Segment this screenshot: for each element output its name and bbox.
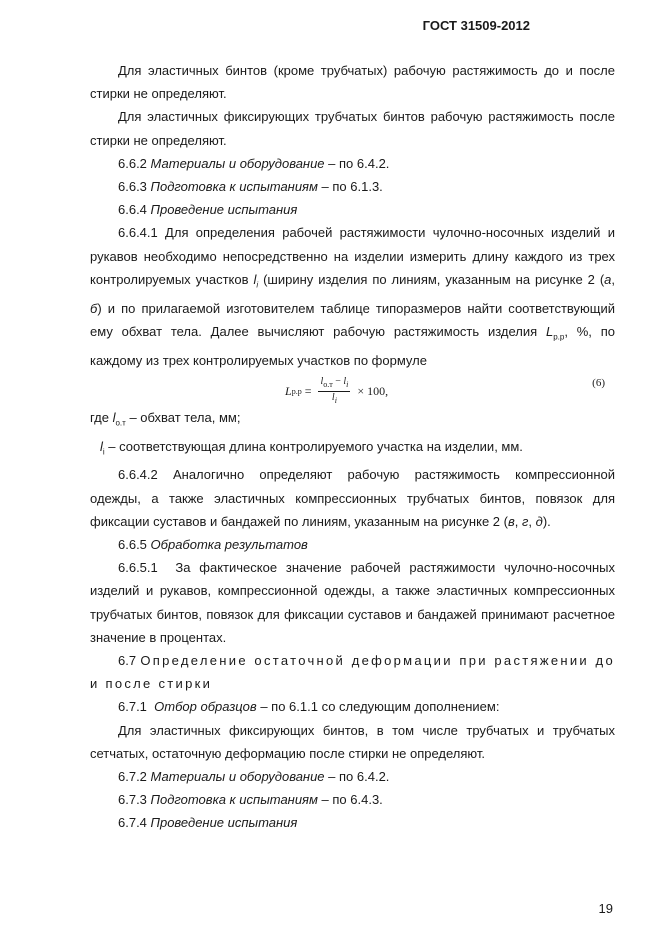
text-run: (ширину изделия по линиям, указанным на рисунке 2 ( <box>258 271 605 287</box>
paragraph-tubular-bandages: Для эластичных фиксирующих трубчатых бинтов рабочую растяжимость после стирки не определяют. <box>90 109 615 148</box>
formula-fraction <box>318 376 350 407</box>
section-number: 6.7.3 <box>118 792 147 808</box>
section-title: Определение остаточной деформации при растяжении до и после стирки <box>90 653 615 692</box>
text-run: ). <box>542 513 551 529</box>
section-number: 6.6.5 <box>118 537 147 553</box>
section-number: 6.7.4 <box>118 815 147 831</box>
page-number: 19 <box>598 901 613 916</box>
text-run: ) и по прилагаемой изготовителем таблице типоразмеров найти соответствующий ему обхват тела. Далее вычисляют рабочую растяжимость изделия <box>90 300 615 339</box>
formula-multiplier: × 100, <box>354 383 389 398</box>
section-6-6-5-1: 6.6.5.1 За фактическое значение рабочей растяжимости чулочно-носочных изделий и рукавов, компрессионной одежды, а также эластичных компрессионных трубчатых бинтов, повязок для фиксации суставов и бандажей принимают расчетное значение в процентах. <box>90 560 619 645</box>
text-run: , %, по каждому из трех контролируемых участков по формуле <box>90 323 615 368</box>
subscript: о.т <box>323 379 333 389</box>
subscript: i <box>102 447 105 457</box>
section-title: Подготовка к испытаниям <box>150 179 318 195</box>
section-6-6-2 <box>90 152 615 175</box>
text-run: где <box>90 409 113 425</box>
variable-L: L <box>545 323 554 339</box>
section-title: Проведение испытания <box>150 815 298 831</box>
section-title: Материалы и оборудование <box>150 769 325 785</box>
section-6-7-2 <box>90 765 615 788</box>
variable-l: l <box>253 271 257 287</box>
figure-ref: б <box>90 300 98 316</box>
paragraph-elastic-bandages: Для эластичных бинтов (кроме трубчатых) рабочую растяжимость до и после стирки не определяют. <box>90 63 615 102</box>
section-number: 6.7 <box>118 653 137 669</box>
text-run: , <box>611 271 616 287</box>
subscript: i <box>334 395 337 405</box>
section-ref: – по 6.1.1 со следующим дополнением: <box>256 699 500 715</box>
formula-number: (6) <box>592 376 605 389</box>
section-title: Отбор образцов <box>154 699 257 715</box>
figure-ref: г <box>522 513 529 529</box>
variable-l: l <box>112 409 116 425</box>
subscript: р.р <box>291 386 302 396</box>
section-title: Подготовка к испытаниям <box>150 792 318 808</box>
text-run: , <box>514 513 522 529</box>
formula-body <box>285 376 388 407</box>
section-6-7-3 <box>90 788 615 811</box>
minus-sign: − <box>332 375 344 387</box>
section-6-6-4 <box>90 198 615 221</box>
section-6-7-4 <box>90 811 615 834</box>
section-number: 6.7.1 <box>118 699 147 715</box>
subscript: i <box>256 280 259 290</box>
formula-lhs: L <box>285 383 292 398</box>
paragraph-fixing-bandages: Для эластичных фиксирующих бинтов, в том числе трубчатых и трубчатых сетчатых, остаточную деформацию после стирки не определяют. <box>90 722 615 761</box>
section-number: 6.7.2 <box>118 769 147 785</box>
standard-header: ГОСТ 31509-2012 <box>422 18 530 33</box>
figure-ref: д <box>535 513 543 529</box>
section-6-7-1 <box>90 695 615 718</box>
section-title: Проведение испытания <box>150 202 298 218</box>
section-6-6-4-2 <box>90 463 619 533</box>
text-run: 6.6.4.2 Аналогично определяют рабочую растяжимость компрессионной одежды, а также эластичных компрессионных трубчатых бинтов, повязок для фиксации суставов и бандажей по линиям, указанным на рисунке 2 ( <box>90 467 619 529</box>
variable-l: l <box>331 391 335 403</box>
fraction-numerator <box>318 376 350 392</box>
section-number: 6.6.4 <box>118 202 147 218</box>
section-ref: – по 6.1.3. <box>317 179 383 195</box>
section-number: 6.6.3 <box>118 179 147 195</box>
subscript: р.р <box>553 332 565 342</box>
section-6-6-3 <box>90 175 615 198</box>
text-run: 6.6.4.1 Для определения рабочей растяжимости чулочно-носочных изделий и рукавов необходимо непосредственно на изделии измерить длину каждого из трех контролируемых участков <box>90 225 615 287</box>
where-clause-1 <box>90 406 615 435</box>
section-6-6-5 <box>90 533 615 556</box>
fraction-denominator <box>332 392 337 407</box>
figure-ref: в <box>507 513 515 529</box>
section-title: Обработка результатов <box>150 537 308 553</box>
variable-l: l <box>320 375 324 387</box>
formula-6 <box>90 372 615 406</box>
variable-l: l <box>343 375 347 387</box>
section-ref: – по 6.4.2. <box>324 769 390 785</box>
section-ref: – по 6.4.2. <box>324 155 390 171</box>
text-run: – соответствующая длина контролируемого участка на изделии, мм. <box>104 438 523 454</box>
text-run: – обхват тела, мм; <box>125 409 241 425</box>
document-body <box>90 59 619 835</box>
section-6-6-4-1 <box>90 221 615 371</box>
variable-l: l <box>100 438 103 454</box>
subscript: i <box>346 379 349 389</box>
section-ref: – по 6.4.3. <box>317 792 383 808</box>
section-6-7 <box>90 649 615 695</box>
where-clause-2 <box>90 435 615 464</box>
equals-sign: = <box>301 383 315 398</box>
section-number: 6.6.2 <box>118 155 147 171</box>
subscript: о.т <box>115 418 126 428</box>
text-run: , <box>528 513 536 529</box>
figure-ref: а <box>604 271 612 287</box>
section-title: Материалы и оборудование <box>150 155 325 171</box>
